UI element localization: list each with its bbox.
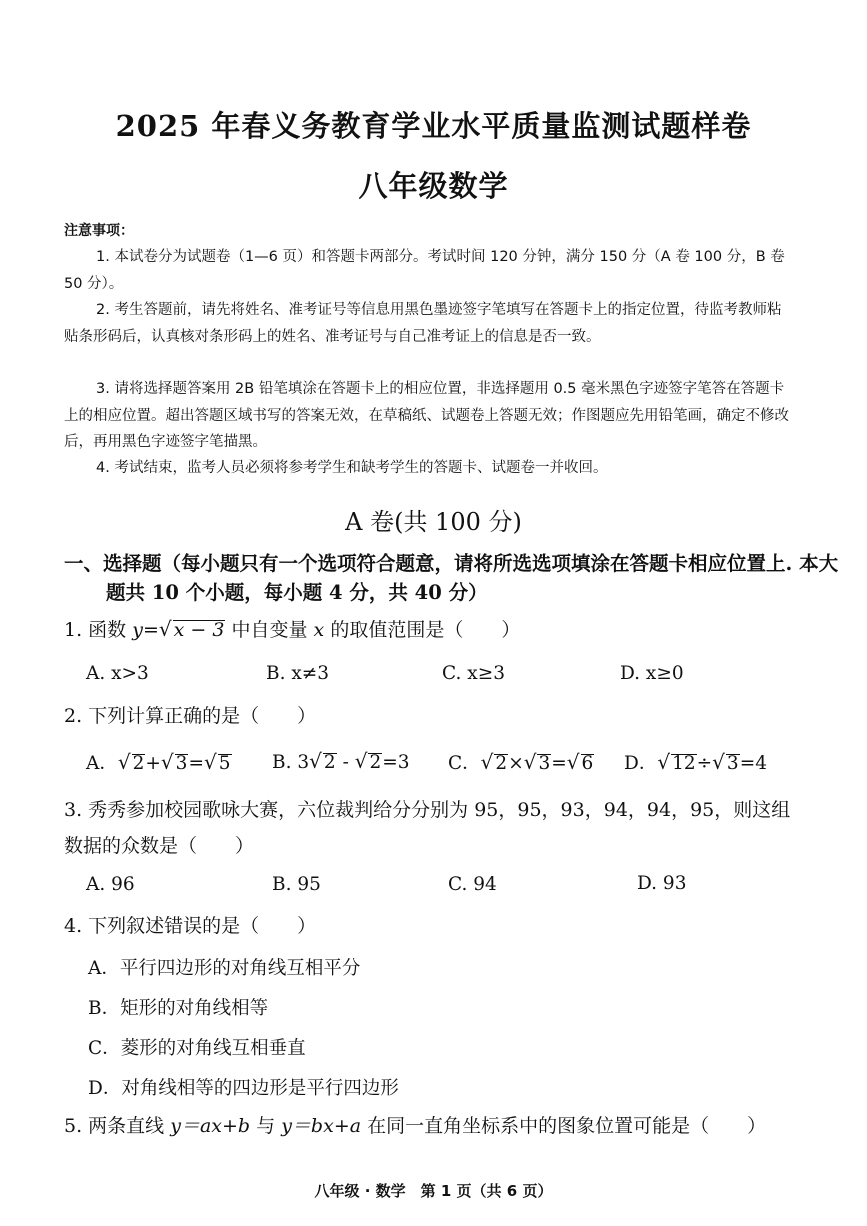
q2-b-eq: =3 <box>382 752 410 773</box>
q5-prefix: 5. 两条直线 <box>64 1115 165 1137</box>
question-2: 2. 下列计算正确的是（ ） <box>64 705 317 727</box>
radical-sign: √ <box>203 750 217 774</box>
exam-subtitle: 八年级数学 <box>358 169 509 203</box>
radical-sign: √ <box>160 750 174 774</box>
q2-c-radicand-2: 3 <box>538 753 551 774</box>
part-one-heading: 一、选择题（每小题只有一个选项符合题意，请将所选选项填涂在答题卡相应位置上. 本大题共 10 个小题，每小题 4 分，共 40 分） <box>64 552 839 604</box>
radical-sign: √ <box>309 749 322 773</box>
q4-option-c: C．菱形的对角线互相垂直 <box>88 1038 306 1059</box>
q1-suffix: 中自变量 <box>231 619 308 641</box>
q3-option-b: B. 95 <box>272 874 321 895</box>
q5-equation-1: y＝ax+b <box>170 1115 251 1137</box>
q2-option-c <box>448 749 594 775</box>
q5-tail: 在同一直角坐标系中的图象位置可能是（ ） <box>367 1115 767 1137</box>
q2-b-radicand-2: 2 <box>369 752 382 773</box>
question-5 <box>64 1113 804 1139</box>
radical-sign: √ <box>657 750 671 774</box>
question-1 <box>64 616 804 643</box>
q3-option-a: A. 96 <box>86 874 135 895</box>
radical-sign: √ <box>117 750 131 774</box>
q2-a-label: A． <box>86 753 118 774</box>
q5-mid: 与 <box>256 1115 276 1137</box>
q2-option-d <box>624 749 767 775</box>
question-3: 3. 秀秀参加校园歌咏大赛，六位裁判给分分别为 95，95，93，94，94，95，则这组数据的众数是（ ） <box>64 799 791 857</box>
q1-tail: 的取值范围是（ ） <box>330 619 521 641</box>
page-footer: 八年级 · 数学 第 1 页（共 6 页） <box>314 1182 553 1200</box>
q2-a-radicand-2: 3 <box>175 753 188 774</box>
q1-option-b: B. x≠3 <box>266 663 330 684</box>
q1-eq: = <box>142 619 159 641</box>
notice-item-4: 4. 考试结束，监考人员必须将参考学生和缺考学生的答题卡、试题卷一并收回。 <box>96 460 608 476</box>
q2-c-label: C． <box>448 753 481 774</box>
q2-b-radicand-1: 2 <box>323 752 336 773</box>
q2-d-op: ÷ <box>696 753 713 774</box>
q2-a-radicand-3: 5 <box>218 753 231 774</box>
q2-c-radicand-1: 2 <box>495 753 508 774</box>
q4-option-b: B．矩形的对角线相等 <box>88 998 269 1019</box>
notice-item-2: 2. 考生答题前，请先将姓名、准考证号等信息用黑色墨迹签字笔填写在答题卡上的指定位置，待监考教师粘贴条形码后，认真核对条形码上的姓名、准考证号与自己准考证上的信息是否一致。 <box>64 302 782 345</box>
q1-var-y: y <box>132 619 143 641</box>
radical-sign: √ <box>712 750 725 774</box>
radical-sign: √ <box>354 749 368 773</box>
q4-option-a: A．平行四边形的对角线互相平分 <box>88 958 361 979</box>
q2-c-radicand-3: 6 <box>581 753 594 774</box>
notice-item-3: 3. 请将选择题答案用 2B 铅笔填涂在答题卡上的相应位置，非选择题用 0.5 毫米黑色字迹签字笔答在答题卡上的相应位置。超出答题区域书写的答案无效，在草稿纸、试题卷上答题无效；作图题应先用铅笔画，确定不修改后，再用黑色字迹签字笔描黑。 <box>64 381 789 450</box>
q2-b-coef: 3 <box>297 752 310 773</box>
q3-option-d: D. 93 <box>637 873 687 894</box>
q2-b-label: B. <box>272 752 292 773</box>
q2-d-radicand-2: 3 <box>726 753 739 774</box>
question-4: 4. 下列叙述错误的是（ ） <box>64 915 317 937</box>
radical-sign: √ <box>523 750 537 774</box>
notice-item-1: 1. 本试卷分为试题卷（1—6 页）和答题卡两部分。考试时间 120 分钟，满分 150 分（A 卷 100 分，B 卷 50 分）。 <box>64 249 785 292</box>
q2-d-eq: =4 <box>739 753 767 774</box>
notice-heading: 注意事项： <box>64 223 134 239</box>
exam-title: 2025 年春义务教育学业水平质量监测试题样卷 <box>115 109 752 143</box>
q2-d-label: D． <box>624 753 658 774</box>
q1-radicand: x − 3 <box>173 619 225 641</box>
q2-option-a <box>86 749 232 775</box>
radical-sign: √ <box>566 750 580 774</box>
radical-sign: √ <box>480 750 494 774</box>
section-a-title: A 卷(共 100 分) <box>345 508 522 536</box>
q1-option-c: C. x≥3 <box>442 663 505 684</box>
q5-equation-2: y＝bx+a <box>281 1115 362 1137</box>
q1-prefix: 1. 函数 <box>64 619 127 641</box>
q2-c-eq: = <box>551 753 567 774</box>
q1-option-d: D. x≥0 <box>620 663 684 684</box>
q2-d-radicand-1: 12 <box>672 753 696 774</box>
q2-a-eq: = <box>188 753 204 774</box>
q2-a-radicand-1: 2 <box>132 753 145 774</box>
q4-option-d: D．对角线相等的四边形是平行四边形 <box>88 1078 399 1099</box>
q2-option-b <box>272 749 410 773</box>
radical-sign: √ <box>158 617 172 641</box>
q1-var-x: x <box>313 619 325 641</box>
q2-c-op: × <box>508 753 524 774</box>
q2-a-op: + <box>145 753 161 774</box>
q1-option-a: A. x>3 <box>86 663 149 684</box>
q2-b-op: - <box>342 752 349 773</box>
q3-option-c: C. 94 <box>448 874 497 895</box>
